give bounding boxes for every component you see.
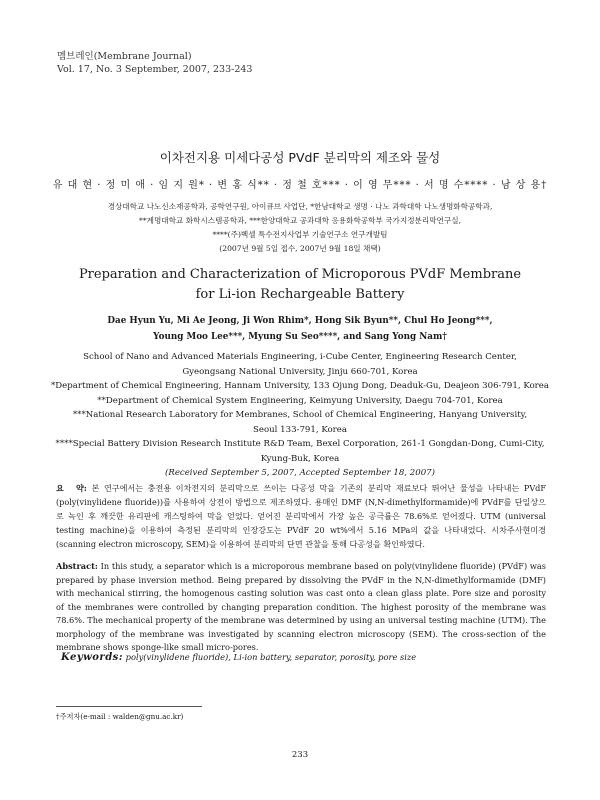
affiliation-ko-line: **계명대학교 화학시스템공학과, ***한양대학교 공과대학 응용화학공학부 국가지정분리막연구실, [139, 216, 461, 225]
keywords [61, 652, 541, 663]
keywords-label: Keywords: [61, 652, 124, 663]
affiliations-english [0, 350, 600, 481]
title-english [0, 265, 600, 305]
affiliation-en-line: **Department of Chemical System Engineering, Keimyung University, Daegu 704-701, Korea [97, 395, 503, 406]
abstract-english [56, 560, 546, 655]
abstract-en-label: Abstract: [56, 561, 98, 571]
title-korean: 이차전지용 미세다공성 PVdF 분리막의 제조와 물성 [159, 150, 441, 165]
affiliation-en-line: School of Nano and Advanced Materials Engineering, i-Cube Center, Engineering Research Center, [83, 352, 517, 362]
received-date-ko: (2007년 9월 5일 접수, 2007년 9월 18일 채택) [219, 244, 381, 253]
page-number: 233 [291, 750, 309, 760]
affiliation-ko-line: 경상대학교 나노신소재공학과, 공학연구원, 아이큐브 사업단, *한남대학교 생명 · 나노 과학대학 나노생명화학공학과, [107, 202, 493, 211]
affiliations-korean [0, 200, 600, 256]
authors-en-line: Dae Hyun Yu, Mi Ae Jeong, Ji Won Rhim*, Hong Sik Byun**, Chul Ho Jeong***, [107, 316, 493, 326]
keywords-text: poly(vinylidene fluoride), Li-ion battery, separator, porosity, pore size [125, 652, 417, 662]
authors-english [0, 313, 600, 345]
affiliation-en-line: Kyung-Buk, Korea [260, 453, 340, 464]
affiliation-ko-line: ****(주)벡셀 특수전지사업부 기술연구소 연구개발팀 [212, 230, 388, 239]
authors-korean: 유 대 현 · 정 미 애 · 임 지 원* · 변 홍 식** · 정 철 호*** · 이 영 무*** · 서 명 수**** · 남 상 용† [52, 180, 548, 191]
journal-volume: Vol. 17, No. 3 September, 2007, 233-243 [57, 64, 253, 75]
footnote-divider [56, 706, 202, 707]
journal-name: 멤브레인(Membrane Journal) [57, 51, 192, 62]
authors-en-line: Young Moo Lee***, Myung Su Seo****, and Sang Yong Nam† [153, 332, 447, 342]
abstract-en-text: In this study, a separator which is a microporous membrane based on poly(vinylidene fluoride) (PVdF) was prepared by phase inversion method. Being prepared by dissolving the PVdF in the N,N-dimethylformamide (DMF) with mechanical stirring, the homogenous casting solution was cast onto a clean glass plate. Pore size and porosity of the membranes were controlled by changing preparation condition. The highest porosity of the membrane was 78.6%. The mechanical property of the membrane was determined by using an universal testing machine (UTM). The morphology of the membrane was investigated by scanning electron microscopy (SEM). The cross-section of the membrane shows sponge-like small micro-pores. [56, 561, 546, 652]
affiliation-en-line: Seoul 133-791, Korea [252, 424, 347, 435]
title-en-line: Preparation and Characterization of Microporous PVdF Membrane [78, 267, 522, 282]
footnote: †주저자(e-mail : walden@gnu.ac.kr) [56, 712, 184, 721]
affiliation-en-line: *Department of Chemical Engineering, Hannam University, 133 Ojung Dong, Deaduk-Gu, Deajeon 306-791, Korea [51, 381, 549, 391]
affiliation-en-line: ***National Research Laboratory for Membranes, School of Chemical Engineering, Hanyang University, [72, 410, 528, 420]
title-en-line: for Li-ion Rechargeable Battery [195, 287, 405, 302]
received-date-en: (Received September 5, 2007, Accepted September 18, 2007) [165, 468, 435, 478]
abstract-ko-label: 요 약: [56, 483, 87, 493]
affiliation-en-line: ****Special Battery Division Research Institute R&D Team, Bexel Corporation, 261-1 Gongdan-Dong, Cumi-City, [55, 439, 545, 449]
abstract-korean [56, 481, 546, 551]
journal-header [57, 50, 252, 76]
affiliation-en-line: Gyeongsang National University, Jinju 660-701, Korea [182, 366, 418, 377]
abstract-ko-text: 본 연구에서는 충전용 이차전지의 분리막으로 쓰이는 다공성 막을 기존의 분리막 재료보다 뛰어난 물성을 나타내는 PVdF (poly(vinylidene fluoride))를 사용하여 상전이 방법으로 제조하였다. 용매인 DMF (N,N-dimethylformamide)에 PVdF를 단일상으로 녹인 후 깨끗한 유리판에 캐스팅하여 막을 얻었다. 얻어진 분리막에서 가장 높은 공극률은 78.6%로 얻어졌다. UTM (universal testing machine)을 이용하여 측정된 분리막의 인장강도는 PVdF 20 wt%에서 5.16 MPa의 값을 나타내었다. 시차주사현미경(scanning electron microscopy, SEM)을 이용하여 분리막의 단면 관찰을 통해 다공성을 확인하였다. [56, 483, 546, 549]
